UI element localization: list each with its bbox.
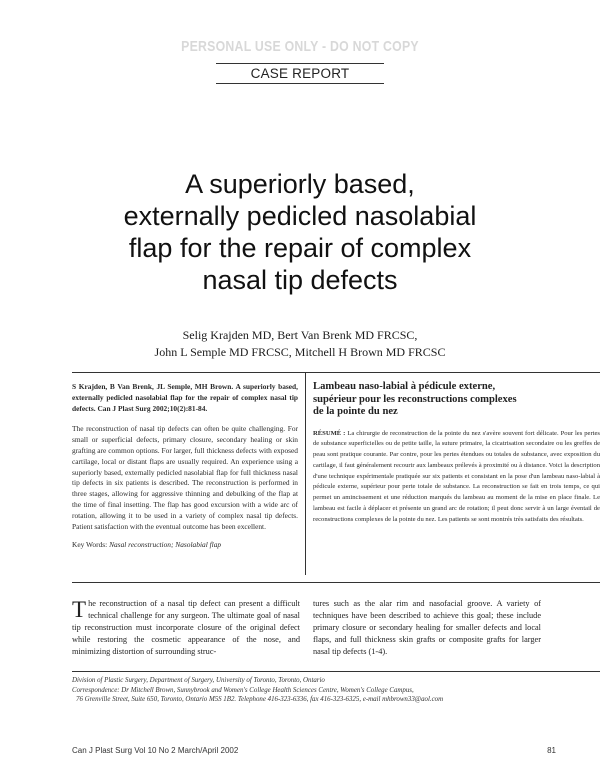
footnote-rule	[72, 671, 600, 672]
footnote	[72, 676, 600, 705]
affiliation: Division of Plastic Surgery, Department of Surgery, University of Toronto, Toronto, Ontario	[72, 677, 325, 684]
article-title	[60, 168, 540, 296]
abstract-rule-bottom	[72, 582, 600, 583]
section-rule-top	[216, 63, 384, 64]
resume-text: La chirurgie de reconstruction de la pointe du nez s'avère souvent fort délicate. Pour les pertes de substance superficielles ou de petite taille, la suture primaire, la cicatrisation secondaire ou les greffes de peau sont pratique courante. Par contre, pour les pertes étendues ou totales de substance, avec exposition du cartilage, il faut généralement recourir aux lambeaux prélevés à proximité ou à distance. Voici la description d'une technique expérimentale pratiquée sur six patients et consistant en la pose d'un lambeau naso-labial à pédicule externe, supérieur pour perte totale de substance. La reconstruction se fait en trois temps, ce qui permet un amincissement et une réduction marqués du lambeau au moment de la mise en place finale. Le lambeau est facile à déplacer et présente un grand arc de rotation; il peut donc servir à un large éventail de reconstructions complexes de la pointe du nez. Les patients se sont montrés très satisfaits des résultats.	[313, 429, 600, 523]
title-line: nasal tip defects	[202, 265, 398, 295]
french-title-line: Lambeau naso-labial à pédicule externe,	[313, 381, 496, 392]
title-line: externally pedicled nasolabial	[123, 201, 477, 231]
journal-footer: Can J Plast Surg Vol 10 No 2 March/April 2002	[72, 746, 239, 755]
title-line: flap for the repair of complex	[128, 233, 472, 263]
body-column-1	[72, 598, 300, 658]
section-label: CASE REPORT	[250, 66, 350, 81]
watermark: PERSONAL USE ONLY - DO NOT COPY	[181, 38, 419, 55]
correspondence: Correspondence: Dr Mitchell Brown, Sunnybrook and Women's College Health Sciences Centre, Women's College Campus,	[72, 686, 414, 694]
author-line: Selig Krajden MD, Bert Van Brenk MD FRCSC,	[182, 328, 418, 342]
body-column-2	[313, 598, 541, 658]
abstract-rule-top	[72, 372, 600, 373]
abstract-column-divider	[305, 373, 306, 575]
author-list	[60, 327, 540, 361]
french-abstract-body	[313, 429, 600, 526]
abstract-body: The reconstruction of nasal tip defects can often be quite challenging. For small or superficial defects, primary closure, secondary healing or skin grafting are common options. For larger, full thickness defects with exposed cartilage, local or distant flaps are usually required. An experience using a superiorly based, externally pedicled nasolabial flap for full thickness nasal tip defects in six patients is described. The reconstruction is performed in three stages, allowing for aggressive thinning and debulking of the flap at the time of final insetting. The flap has good excursion with a wide arc of rotation, allowing it to be used in a variety of complex nasal tip defects. Patient satisfaction with the eventual outcome has been excellent.	[72, 424, 298, 531]
title-line: A superiorly based,	[185, 169, 415, 199]
abstract-french	[313, 381, 600, 526]
body-text: he reconstruction of a nasal tip defect can present a difficult technical challenge for any surgeon. The ultimate goal of nasal tip reconstruction must incorporate closure of the original defect while restoring the cosmetic appearance of the nose, and minimizing distortion of surrounding struc-	[72, 599, 300, 656]
body-paragraph: tures such as the alar rim and nasofacial groove. A variety of techniques have been described to achieve this goal; these include primary closure or secondary healing for smaller defects and local flaps, and full thickness skin grafts or composite grafts for larger nasal tip defects (1-4).	[313, 599, 541, 656]
abstract-english	[72, 382, 298, 559]
section-rule-bottom	[216, 83, 384, 84]
citation: S Krajden, B Van Brenk, JL Semple, MH Brown. A superiorly based, externally pedicled nasolabial flap for the repair of complex nasal tip defects. Can J Plast Surg 2002;10(2):81-84.	[72, 382, 298, 413]
french-title-line: de la pointe du nez	[313, 406, 398, 417]
resume-label: RÉSUMÉ :	[313, 429, 346, 437]
author-line: John L Semple MD FRCSC, Mitchell H Brown MD FRCSC	[154, 345, 446, 359]
body-paragraph	[72, 598, 300, 658]
keywords	[72, 540, 298, 551]
page-number: 81	[547, 746, 556, 755]
keywords-label: Key Words:	[72, 540, 108, 550]
keywords-value: Nasal reconstruction; Nasolabial flap	[109, 540, 222, 550]
correspondence-address: 76 Grenville Street, Suite 650, Toronto, Ontario M5S 1B2. Telephone 416-323-6336, fax 416-323-6325, e-mail mhbrown33@aol.com	[76, 696, 444, 704]
french-title	[313, 381, 600, 419]
french-title-line: supérieur pour les reconstructions complexes	[313, 393, 517, 405]
drop-cap: T	[72, 597, 87, 622]
